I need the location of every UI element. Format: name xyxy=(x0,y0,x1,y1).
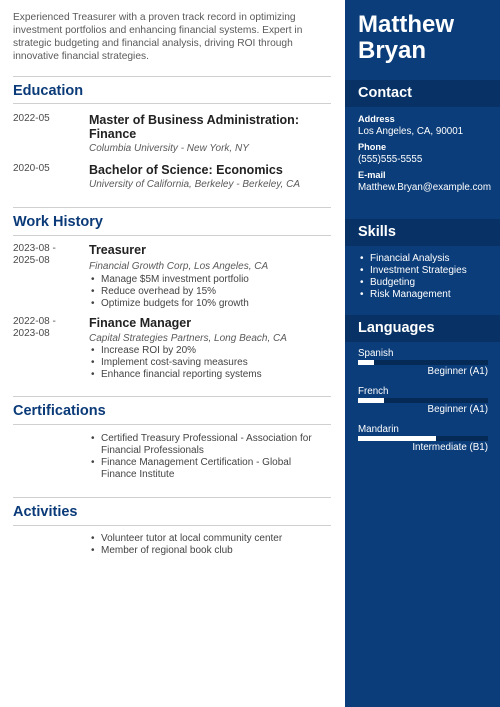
language-item xyxy=(358,386,488,415)
divider xyxy=(13,235,331,236)
proficiency-bar xyxy=(358,360,488,365)
language-level: Intermediate (B1) xyxy=(412,442,488,453)
list-item: • Investment Strategies xyxy=(358,265,467,277)
list-item: • Certified Treasury Professional - Association for Financial Professionals xyxy=(89,433,329,457)
activities-list xyxy=(89,533,329,557)
education-heading: Education xyxy=(13,83,84,99)
language-item xyxy=(358,424,488,453)
proficiency-fill xyxy=(358,360,374,365)
divider xyxy=(13,103,331,104)
email-label: E-mail xyxy=(358,170,386,180)
contact-heading-band xyxy=(345,80,500,107)
education-school: University of California, Berkeley - Berkeley, CA xyxy=(89,179,300,190)
last-name: Bryan xyxy=(358,37,427,64)
proficiency-bar xyxy=(358,398,488,403)
work-date: 2022-08 - 2023-08 xyxy=(13,316,56,339)
skills-heading-band xyxy=(345,219,500,246)
work-date: 2023-08 - 2025-08 xyxy=(13,243,56,266)
language-name: Mandarin xyxy=(358,424,399,435)
work-bullets xyxy=(89,345,262,381)
list-item: • Finance Management Certification - Global Finance Institute xyxy=(89,457,329,481)
language-level: Beginner (A1) xyxy=(427,404,488,415)
contact-heading: Contact xyxy=(358,85,412,101)
phone-label: Phone xyxy=(358,142,387,152)
language-level: Beginner (A1) xyxy=(427,366,488,377)
activities-heading: Activities xyxy=(13,504,78,520)
list-item: • Increase ROI by 20% xyxy=(89,345,262,357)
divider xyxy=(13,207,331,208)
education-degree: Bachelor of Science: Economics xyxy=(89,163,283,177)
education-date: 2022-05 xyxy=(13,113,50,124)
work-bullets xyxy=(89,274,249,310)
candidate-name xyxy=(358,12,454,64)
language-item xyxy=(358,348,488,377)
divider xyxy=(13,497,331,498)
divider xyxy=(13,396,331,397)
education-date: 2020-05 xyxy=(13,163,50,174)
work-role: Finance Manager xyxy=(89,316,192,330)
work-role: Treasurer xyxy=(89,243,146,257)
email-link[interactable]: Matthew.Bryan@example.com xyxy=(358,182,492,193)
list-item: • Enhance financial reporting systems xyxy=(89,369,262,381)
education-degree: Master of Business Administration: Finance xyxy=(89,113,299,141)
sidebar xyxy=(345,0,500,707)
divider xyxy=(13,76,331,77)
work-company: Financial Growth Corp, Los Angeles, CA xyxy=(89,261,269,272)
skills-heading: Skills xyxy=(358,224,396,240)
divider xyxy=(13,525,331,526)
proficiency-fill xyxy=(358,398,384,403)
list-item: • Manage $5M investment portfolio xyxy=(89,274,249,286)
skills-list xyxy=(358,253,467,301)
language-name: French xyxy=(358,386,389,397)
proficiency-fill xyxy=(358,436,436,441)
list-item: • Member of regional book club xyxy=(89,545,329,557)
address-label: Address xyxy=(358,114,395,124)
address-value: Los Angeles, CA, 90001 xyxy=(358,126,464,137)
education-school: Columbia University - New York, NY xyxy=(89,143,249,154)
list-item: • Financial Analysis xyxy=(358,253,467,265)
language-name: Spanish xyxy=(358,348,394,359)
work-company: Capital Strategies Partners, Long Beach, CA xyxy=(89,333,287,344)
languages-heading: Languages xyxy=(358,320,435,336)
proficiency-bar xyxy=(358,436,488,441)
first-name: Matthew xyxy=(358,11,454,38)
list-item: • Budgeting xyxy=(358,277,467,289)
list-item: • Reduce overhead by 15% xyxy=(89,286,249,298)
languages-heading-band xyxy=(345,315,500,342)
list-item: • Optimize budgets for 10% growth xyxy=(89,298,249,310)
certifications-list xyxy=(89,433,329,481)
list-item: • Risk Management xyxy=(358,289,467,301)
list-item: • Implement cost-saving measures xyxy=(89,357,262,369)
divider xyxy=(13,424,331,425)
certifications-heading: Certifications xyxy=(13,403,106,419)
list-item: • Volunteer tutor at local community center xyxy=(89,533,329,545)
summary-text: Experienced Treasurer with a proven track record in optimizing investment portfolios and enhancing financial systems. Expert in strategic budgeting and financial analysis, driving ROI through innovative financial strategies. xyxy=(13,12,303,62)
work-history-heading: Work History xyxy=(13,214,103,230)
phone-value: (555)555-5555 xyxy=(358,154,423,165)
